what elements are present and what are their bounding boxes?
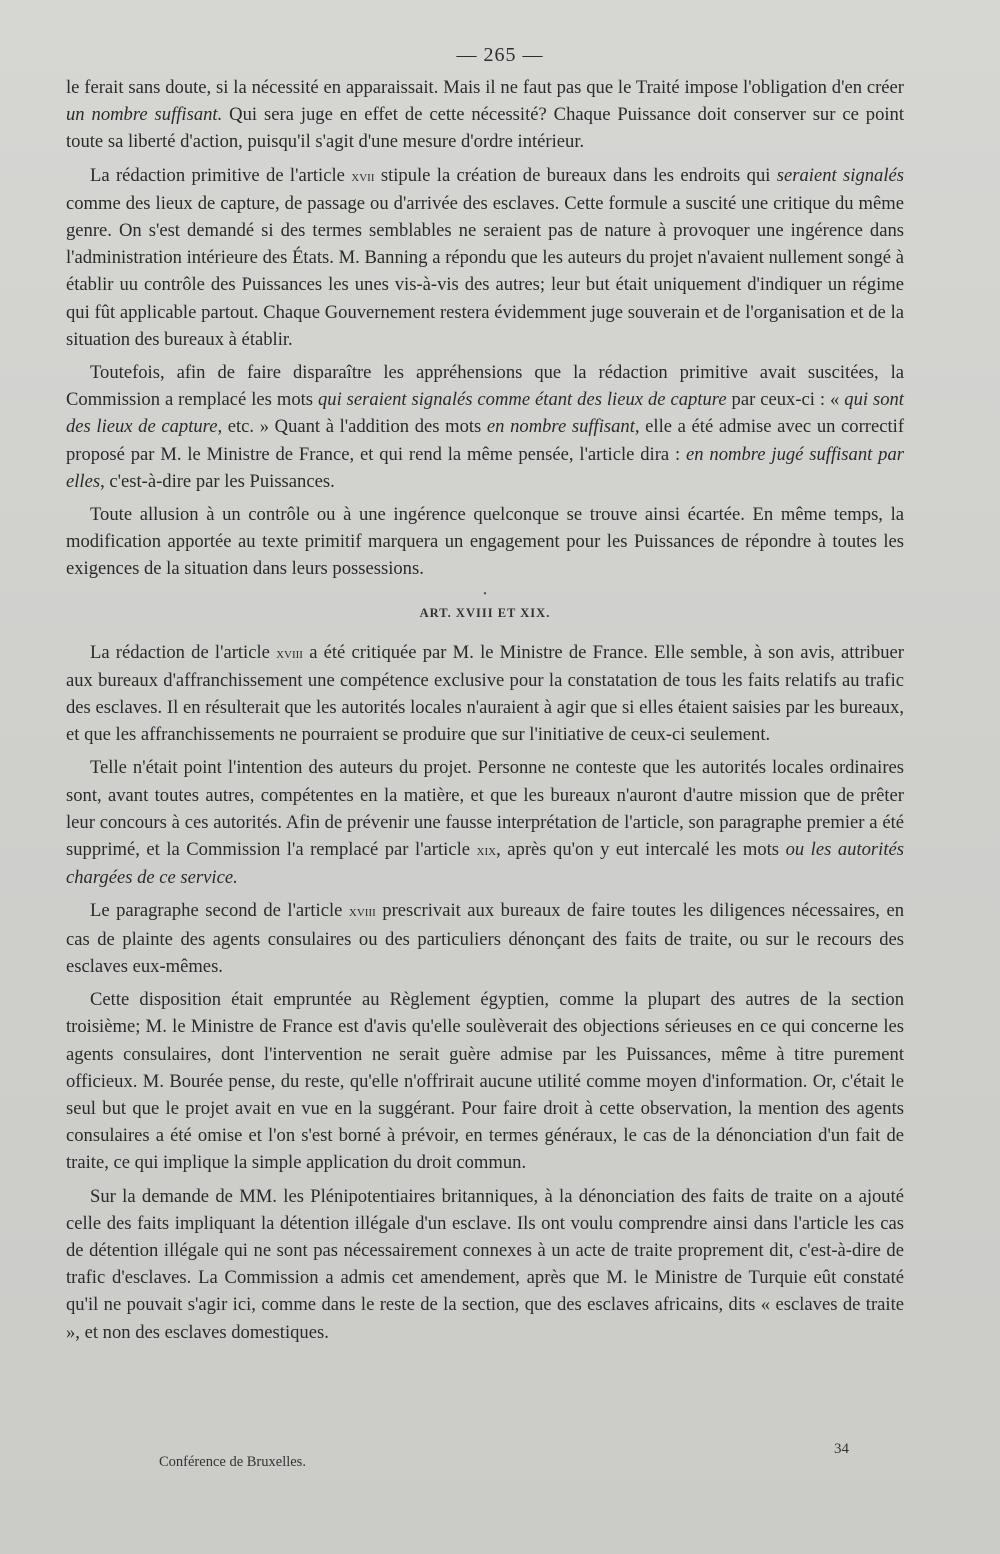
section-heading: ART. XVIII ET XIX.: [419, 605, 551, 620]
paragraph-9: [66, 1183, 904, 1346]
paragraph-text: , etc. » Quant à l'addition des mots: [217, 416, 482, 438]
roman-numeral: xvii: [351, 167, 375, 185]
paragraph-text: a été critiquée par M. le Ministre de France. Elle semble, à son avis, attribuer aux bureaux d'affranchissement une compétence exclusive pour la constatation de tous les faits relatifs au trafic des esclaves. Il en résulterait que les autorités locales n'auraient à agir que si elles étaient saisies par les bureaux, et que les affranchissements ne pourraient se produire que sur l'initiative de ceux-ci seulement.: [66, 641, 904, 746]
paragraph-8: [66, 986, 904, 1176]
paragraph-text: Le paragraphe second de l'article: [90, 900, 343, 922]
roman-numeral: xviii: [348, 903, 376, 921]
paragraph-5: [66, 639, 904, 749]
paragraph-1: [66, 74, 904, 156]
italic-phrase: seraient signalés: [776, 164, 904, 186]
footer-conference-title: Conférence de Bruxelles.: [159, 1454, 306, 1470]
italic-phrase: un nombre suffisant.: [66, 104, 223, 126]
paragraph-text: par ceux-ci : «: [731, 389, 840, 411]
page-number: — 265 —: [456, 44, 544, 66]
paragraph-text: comme des lieux de capture, de passage ou d'arrivée des esclaves. Cette formule a suscité une critique du même genre. On s'est demandé si des termes semblables ne seraient pas de nature à provoquer une ingérence dans l'administration intérieure des États. M. Banning a répondu que les auteurs du projet n'avaient nullement songé à établir uu contrôle des Puissances les unes vis-à-vis des autres; leur but était uniquement d'indiquer un régime qui fût applicable partout. Chaque Gouvernement restera évidemment juge souverain et de l'organisation et de la situation des bureaux à établir.: [66, 192, 904, 350]
paragraph-text: Qui sera juge en effet de cette nécessité? Chaque Puissance doit conserver sur ce point toute sa liberté d'action, puisqu'il s'agit d'une mesure d'ordre intérieur.: [66, 104, 904, 153]
paragraph-2: [66, 162, 904, 353]
paragraph-text: Toute allusion à un contrôle ou à une ingérence quelconque se trouve ainsi écartée. En même temps, la modification apportée au texte primitif marquera un engagement pour les Puissances de répondre à toutes les exigences de la situation dans leurs possessions.: [66, 504, 904, 580]
paragraph-text: le ferait sans doute, si la nécessité en apparaissait. Mais il ne faut pas que le Traité impose l'obligation d'en créer: [66, 77, 904, 98]
italic-phrase: en nombre jugé suffisant par elles: [66, 443, 904, 492]
paragraph-text: Telle n'était point l'intention des auteurs du projet. Personne ne conteste que les autorités locales ordinaires sont, avant toutes autres, compétentes en la matière, et que les bureaux n'auront d'autre mission que de prêter leur concours à ces autorités. Afin de prévenir une fausse interprétation de l'article, son paragraphe premier a été supprimé, et la Commission l'a remplacé par l'article: [66, 757, 904, 861]
italic-phrase: qui sont des lieux de capture: [66, 389, 904, 438]
footer-signature-mark: 34: [834, 1441, 849, 1457]
paragraph-text: stipule la création de bureaux dans les endroits qui: [380, 164, 771, 186]
paragraph-text: prescrivait aux bureaux de faire toutes les diligences nécessaires, en cas de plainte des agents consulaires ou des particuliers dénonçant des faits de traite, ou sur le recours des esclaves eux-mêmes.: [66, 900, 904, 977]
paragraph-7: [66, 897, 904, 980]
paragraph-text: , après qu'on y eut intercalé les mots: [496, 839, 780, 861]
paragraph-text: Cette disposition était empruntée au Règlement égyptien, comme la plupart des autres de la section troisième; M. le Ministre de France est d'avis qu'elle soulèverait des objections sérieuses en ce qui concerne les agents consulaires, dont l'intervention ne serait guère admise par les Puissances, même à titre purement officieux. M. Bourée pense, du reste, qu'elle n'offrirait aucune utilité comme moyen d'information. Or, c'était le seul but que le projet avait en vue en la suggérant. Pour faire droit à cette observation, la mention des agents consulaires a été omise et l'on s'est borné à prévoir, en termes généraux, le cas de la dénonciation d'un fait de traite, ce qui implique la simple application du droit commun.: [66, 989, 904, 1174]
paragraph-6: [66, 754, 904, 891]
italic-phrase: en nombre suffisant,: [486, 416, 640, 438]
paragraph-3: [66, 359, 904, 495]
paragraph-text: , c'est-à-dire par les Puissances.: [100, 470, 335, 492]
roman-numeral: xviii: [276, 644, 303, 662]
paragraph-text: La rédaction de l'article: [90, 641, 270, 663]
page-body: [66, 74, 904, 1352]
paragraph-text: La rédaction primitive de l'article: [90, 164, 345, 186]
paragraph-text: Sur la demande de MM. les Plénipotentiaires britanniques, à la dénonciation des faits de traite on a ajouté celle des faits impliquant la détention illégale d'un esclave. Ils ont voulu comprendre ainsi dans l'article les cas de détention illégale qui ne sont pas nécessairement connexes à un acte de traite proprement dit, c'est-à-dire de trafic d'esclaves. La Commission a admis cet amendement, après que M. le Ministre de Turquie eût constaté qu'il ne pouvait s'agir ici, comme dans le reste de la section, que des esclaves africains, dits « esclaves de traite », et non des esclaves domestiques.: [66, 1185, 904, 1343]
paragraph-text: elle a été admise avec un correctif proposé par M. le Ministre de France, et qui rend la même pensée, l'article dira :: [66, 416, 905, 465]
roman-numeral: xix: [476, 842, 497, 860]
section-divider: •: [483, 588, 487, 600]
italic-phrase: qui seraient signalés comme étant des lieux de capture: [317, 389, 727, 411]
paragraph-4: [66, 501, 904, 583]
paragraph-text: Toutefois, afin de faire disparaître les appréhensions que la rédaction primitive avait suscitées, la Commission a remplacé les mots: [66, 362, 904, 411]
italic-phrase: ou les autorités chargées de ce service.: [66, 839, 904, 889]
